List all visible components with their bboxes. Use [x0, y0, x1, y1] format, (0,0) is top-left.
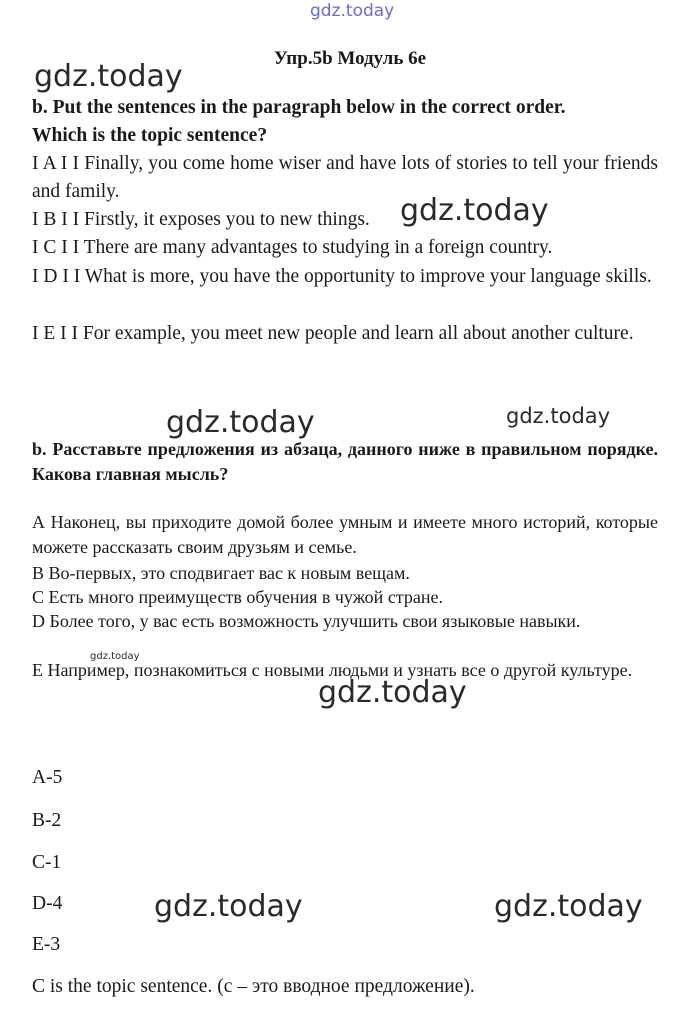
english-sentence-c: I C I I There are many advantages to studying in a foreign country.	[32, 237, 553, 258]
russian-sentence-a: А Наконец, вы приходите домой более умным и имеете много историй, которые можете рассказать своим друзьям и семье.	[32, 512, 658, 557]
watermark: gdz.today	[166, 405, 315, 440]
watermark: gdz.today	[318, 675, 467, 710]
watermark: gdz.today	[400, 193, 549, 228]
task-russian: b. Расставьте предложения из абзаца, данного ниже в правильном порядке. Какова главная мысль?	[32, 439, 658, 484]
watermark-top[interactable]: gdz.today	[310, 1, 395, 21]
english-sentence-b: I B I I Firstly, it exposes you to new things.	[32, 209, 370, 230]
answer-item: E-3	[32, 934, 61, 955]
russian-sentence-c: С Есть много преимуществ обучения в чужой стране.	[32, 587, 444, 607]
english-sentence-e: I E I I For example, you meet new people and learn all about another culture.	[32, 323, 634, 344]
answer-item: D-4	[32, 893, 63, 914]
russian-sentence-b: В Во-первых, это сподвигает вас к новым вещам.	[32, 563, 410, 583]
answer-item: A-5	[32, 767, 63, 788]
russian-sentence-e: Е Например, познакомиться с новыми людьми и узнать все о другой культуре.	[32, 660, 633, 680]
answer-item: C-1	[32, 852, 62, 873]
watermark: gdz.today	[90, 651, 140, 662]
watermark: gdz.today	[34, 59, 183, 94]
english-sentence-d: I D I I What is more, you have the opportunity to improve your language skills.	[32, 266, 652, 287]
russian-sentence-d: D Более того, у вас есть возможность улучшить свои языковые навыки.	[32, 611, 581, 631]
watermark: gdz.today	[494, 889, 643, 924]
task-english-line2: Which is the topic sentence?	[32, 125, 268, 146]
watermark: gdz.today	[506, 404, 611, 428]
watermark: gdz.today	[154, 889, 303, 924]
page-title: Упр.5b Модуль 6е	[273, 48, 427, 69]
answer-item: B-2	[32, 810, 62, 831]
english-sentence-a: I A I I Finally, you come home wiser and have lots of stories to tell your friends and family.	[32, 153, 658, 202]
conclusion: C is the topic sentence. (с – это вводное предложение).	[32, 976, 475, 997]
task-english-line1: b. Put the sentences in the paragraph below in the correct order.	[32, 97, 566, 118]
